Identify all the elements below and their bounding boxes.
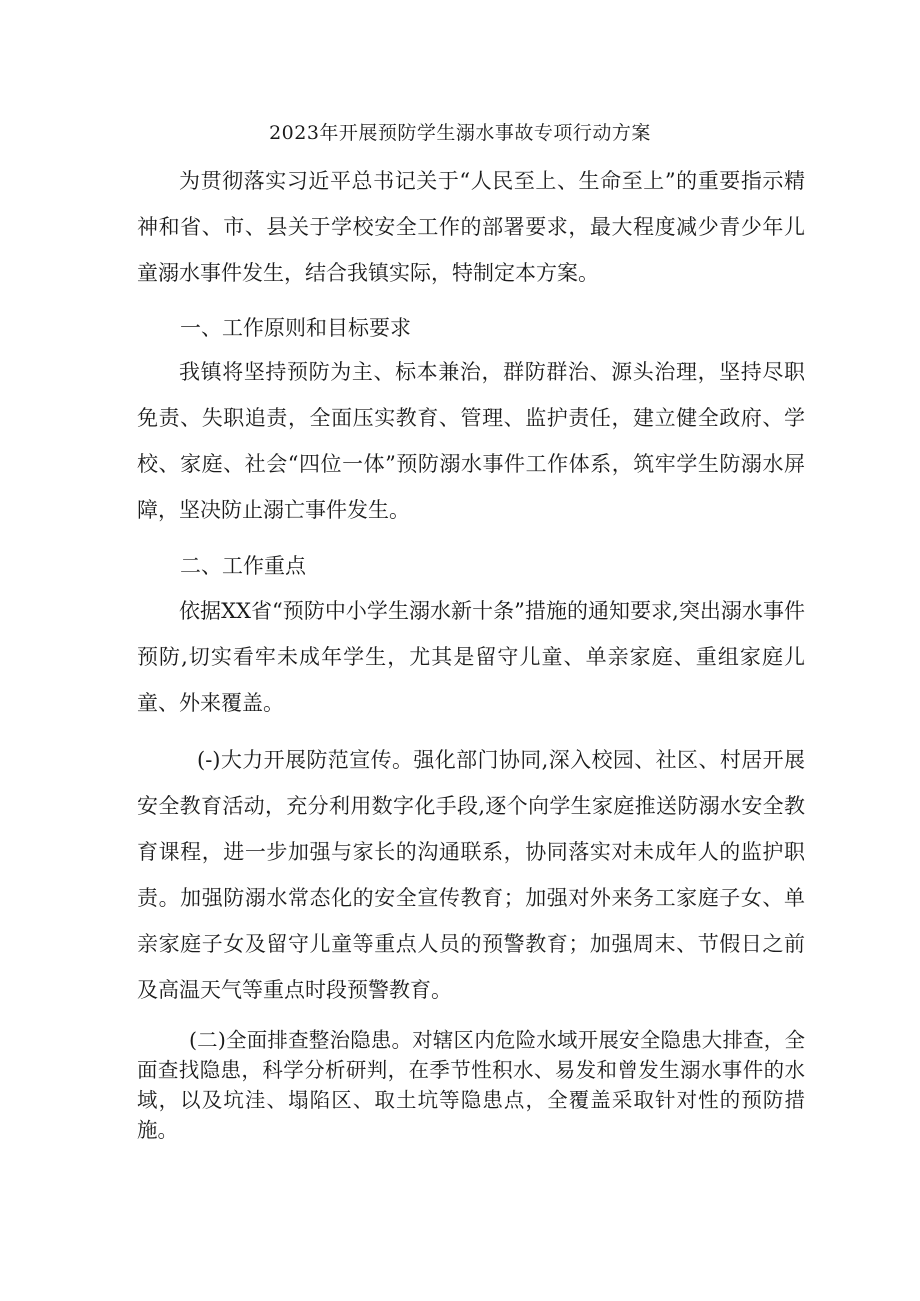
focus-item-hazard-inspection: (二)全面排查整治隐患。对辖区内危险水域开展安全隐患大排查，全面查找隐患，科学分析研判，在季节性积水、易发和曾发生溺水事件的水域，以及坑洼、塌陷区、取土坑等隐患点，全覆盖采取针对性的预防措施。 [137, 1028, 805, 1142]
section-body-principles: 我镇将坚持预防为主、标本兼治，群防群治、源头治理，坚持尽职免责、失职追责，全面压实教育、管理、监护责任，建立健全政府、学校、家庭、社会“四位一体”预防溺水事件工作体系，筑牢学生防溺水屏障，坚决防止溺亡事件发生。 [137, 360, 805, 522]
intro-paragraph: 为贯彻落实习近平总书记关于“人民至上、生命至上”的重要指示精神和省、市、县关于学校安全工作的部署要求，最大程度减少青少年儿童溺水事件发生，结合我镇实际，特制定本方案。 [137, 169, 805, 285]
section-body-focus: 依据XX省“预防中小学生溺水新十条”措施的通知要求,突出溺水事件预防,切实看牢未成年学生，尤其是留守儿童、单亲家庭、重组家庭儿童、外来覆盖。 [137, 599, 805, 715]
section-heading-focus: 二、工作重点 [180, 554, 306, 578]
focus-item-publicity: (-)大力开展防范宣传。强化部门协同,深入校园、社区、村居开展安全教育活动，充分利用数字化手段,逐个向学生家庭推送防溺水安全教育课程，进一步加强与家长的沟通联系，协同落实对未成年人的监护职责。加强防溺水常态化的安全宣传教育；加强对外来务工家庭子女、单亲家庭子女及留守儿童等重点人员的预警教育；加强周末、节假日之前及高温天气等重点时段预警教育。 [137, 748, 805, 1002]
section-heading-principles: 一、工作原则和目标要求 [180, 316, 411, 340]
document-title: 2023年开展预防学生溺水事故专项行动方案 [269, 122, 651, 144]
